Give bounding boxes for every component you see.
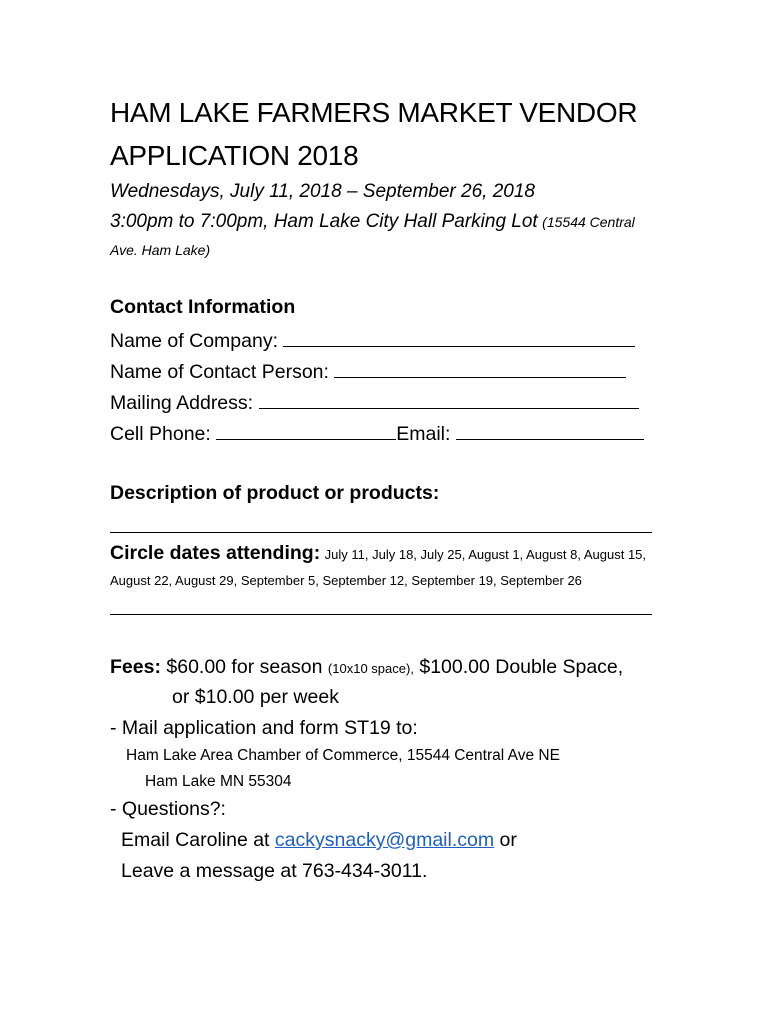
market-dates: Wednesdays, July 11, 2018 – September 26, 2018 <box>110 181 535 202</box>
fees-label: Fees: <box>110 656 161 678</box>
contact-person-row <box>110 359 626 384</box>
questions-phone: Leave a message at 763-434-3011. <box>121 860 428 882</box>
market-address-part-2: Ave. Ham Lake) <box>110 242 211 258</box>
phone-email-row <box>110 421 644 446</box>
market-address-part-1: (15544 Central <box>542 214 635 230</box>
email-field[interactable] <box>456 421 644 440</box>
mailing-address-field[interactable] <box>259 390 639 409</box>
dates-attending-line-1: July 11, July 18, July 25, August 1, August 8, August 15, <box>324 547 647 562</box>
company-label: Name of Company: <box>110 330 278 352</box>
company-field[interactable] <box>283 328 635 347</box>
questions-email-row <box>121 829 517 852</box>
dates-attending-field[interactable] <box>110 614 652 615</box>
mail-address-line-2: Ham Lake MN 55304 <box>145 773 292 790</box>
fees-row <box>110 656 623 679</box>
description-field[interactable] <box>110 532 652 533</box>
fees-double-space: $100.00 Double Space, <box>419 656 624 678</box>
form-title-line-1: HAM LAKE FARMERS MARKET VENDOR <box>110 97 638 128</box>
mailing-address-label: Mailing Address: <box>110 392 254 414</box>
mail-address-line-1: Ham Lake Area Chamber of Commerce, 15544 Central Ave NE <box>126 747 560 764</box>
form-title-line-2: APPLICATION 2018 <box>110 140 359 171</box>
fees-space-note: (10x10 space), <box>327 661 414 676</box>
fees-weekly: or $10.00 per week <box>172 686 339 708</box>
fees-season: $60.00 for season <box>166 656 323 678</box>
company-row <box>110 328 635 353</box>
contact-person-label: Name of Contact Person: <box>110 361 329 383</box>
questions-email-prefix: Email Caroline at <box>121 829 270 851</box>
mail-instruction: - Mail application and form ST19 to: <box>110 717 418 739</box>
dates-attending-heading: Circle dates attending: <box>110 542 321 564</box>
description-heading: Description of product or products: <box>110 482 440 504</box>
market-time-place <box>110 211 635 233</box>
contact-heading: Contact Information <box>110 296 296 318</box>
dates-attending-row <box>110 542 646 565</box>
mailing-address-row <box>110 390 639 415</box>
dates-attending-line-2: August 22, August 29, September 5, September 12, September 19, September 26 <box>110 573 582 588</box>
cell-phone-field[interactable] <box>216 421 396 440</box>
market-time-location: 3:00pm to 7:00pm, Ham Lake City Hall Parking Lot <box>110 211 538 232</box>
questions-email-suffix: or <box>499 829 517 851</box>
contact-person-field[interactable] <box>334 359 626 378</box>
contact-email-link[interactable]: cackysnacky@gmail.com <box>274 829 495 851</box>
questions-heading: - Questions?: <box>110 798 226 820</box>
cell-phone-label: Cell Phone: <box>110 423 211 445</box>
email-label: Email: <box>396 423 451 445</box>
